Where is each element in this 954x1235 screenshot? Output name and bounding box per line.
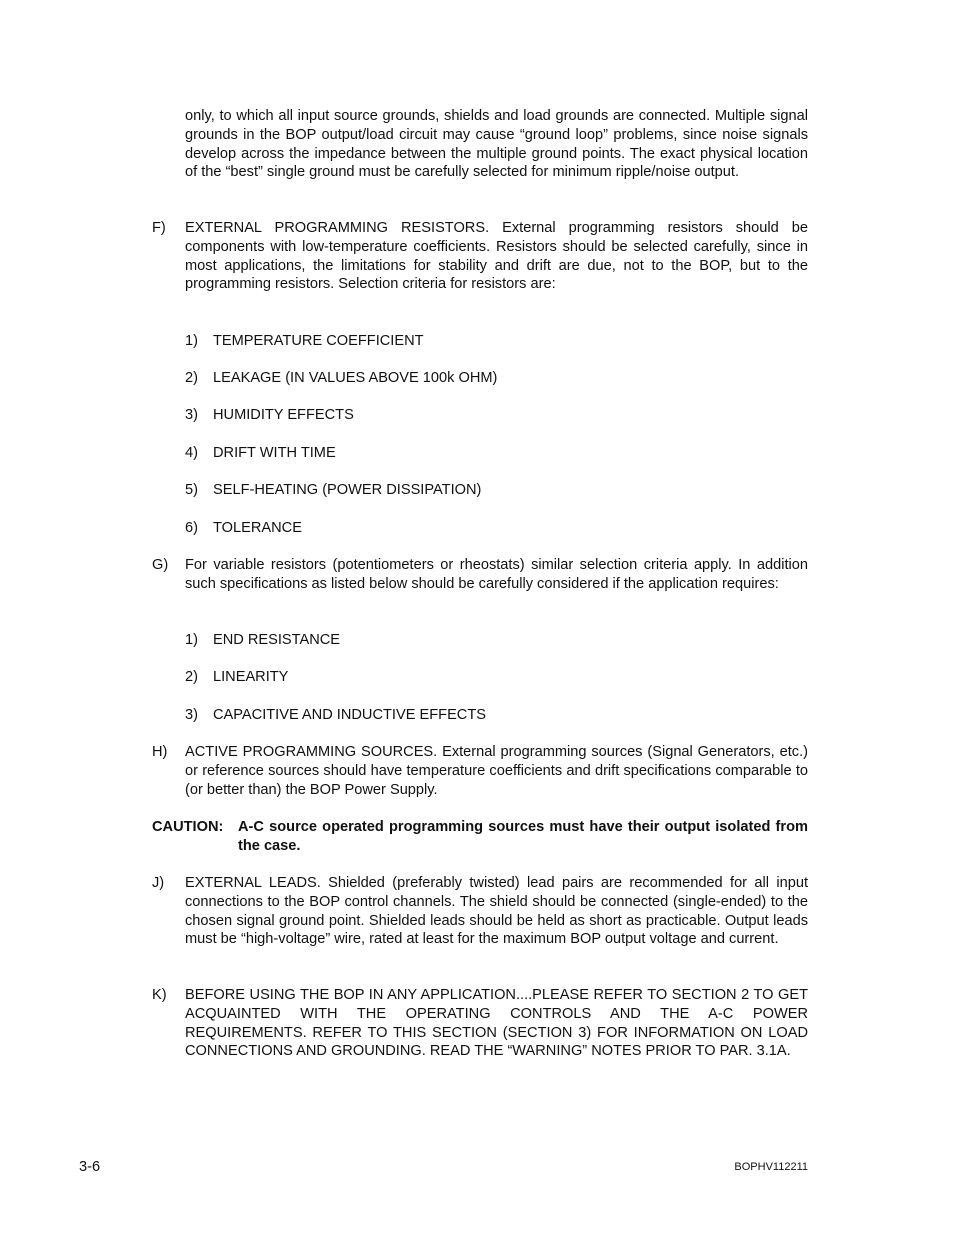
list-item-number: 2) [185,669,198,685]
section-g-label: G) [152,557,169,573]
list-item: TOLERANCE [213,520,302,536]
section-f-label: F) [152,220,166,236]
list-item: LINEARITY [213,669,289,685]
list-item-number: 1) [185,333,198,349]
list-item: CAPACITIVE AND INDUCTIVE EFFECTS [213,707,486,723]
list-item-number: 3) [185,407,198,423]
list-item: LEAKAGE (IN VALUES ABOVE 100k OHM) [213,370,498,386]
caution-label: CAUTION: [152,819,224,835]
list-item-number: 4) [185,445,198,461]
list-item: SELF-HEATING (POWER DISSIPATION) [213,482,482,498]
list-item: END RESISTANCE [213,632,341,648]
section-f-text: EXTERNAL PROGRAMMING RESISTORS. External programming resistors should be components with low-temperature coefficients. Resistors should be selected carefully, since in most applications, the limitations for stability and drift are due, not to the BOP, but to the programming resistors. Selection criteria for resistors are: [185,220,808,293]
section-g-text: For variable resistors (potentiometers or rheostats) similar selection criteria apply. In addition such specifications as listed below should be carefully considered if the application requires: [185,557,808,592]
list-item-number: 1) [185,632,198,648]
section-j-label: J) [152,875,165,891]
list-item: HUMIDITY EFFECTS [213,407,354,423]
list-item: DRIFT WITH TIME [213,445,336,461]
list-item: TEMPERATURE COEFFICIENT [213,333,424,349]
section-h-text: ACTIVE PROGRAMMING SOURCES. External programming sources (Signal Generators, etc.) or reference sources should have temperature coefficients and drift specifications comparable to (or better than) the BOP Power Supply. [185,744,808,798]
section-h-label: H) [152,744,168,760]
document-code: BOPHV112211 [734,1161,808,1173]
list-item-number: 5) [185,482,198,498]
section-j-text: EXTERNAL LEADS. Shielded (preferably twisted) lead pairs are recommended for all input connections to the BOP control channels. The shield should be connected (single-ended) to the chosen signal ground point. Shielded leads should be held as short as practicable. Output leads must be “high-voltage” wire, rated at least for the maximum BOP output voltage and current. [185,875,808,948]
list-item-number: 2) [185,370,198,386]
section-k-text: BEFORE USING THE BOP IN ANY APPLICATION....PLEASE REFER TO SECTION 2 TO GET ACQUAINTED WITH THE OPERATING CONTROLS AND THE A-C POWER REQUIREMENTS. REFER TO THIS SECTION (SECTION 3) FOR INFORMATION ON LOAD CONNECTIONS AND GROUNDING. READ THE “WARNING” NOTES PRIOR TO PAR. 3.1A. [185,987,808,1060]
page-number: 3-6 [79,1159,101,1175]
section-k-label: K) [152,987,167,1003]
intro-paragraph: only, to which all input source grounds, shields and load grounds are connected. Multiple signal grounds in the BOP output/load circuit may cause “ground loop” problems, since noise signals develop across the impedance between the multiple ground points. The exact physical location of the “best” single ground must be carefully selected for minimum ripple/noise output. [185,108,808,181]
list-item-number: 6) [185,520,198,536]
caution-text: A-C source operated programming sources must have their output isolated from the case. [238,819,808,854]
list-item-number: 3) [185,707,198,723]
